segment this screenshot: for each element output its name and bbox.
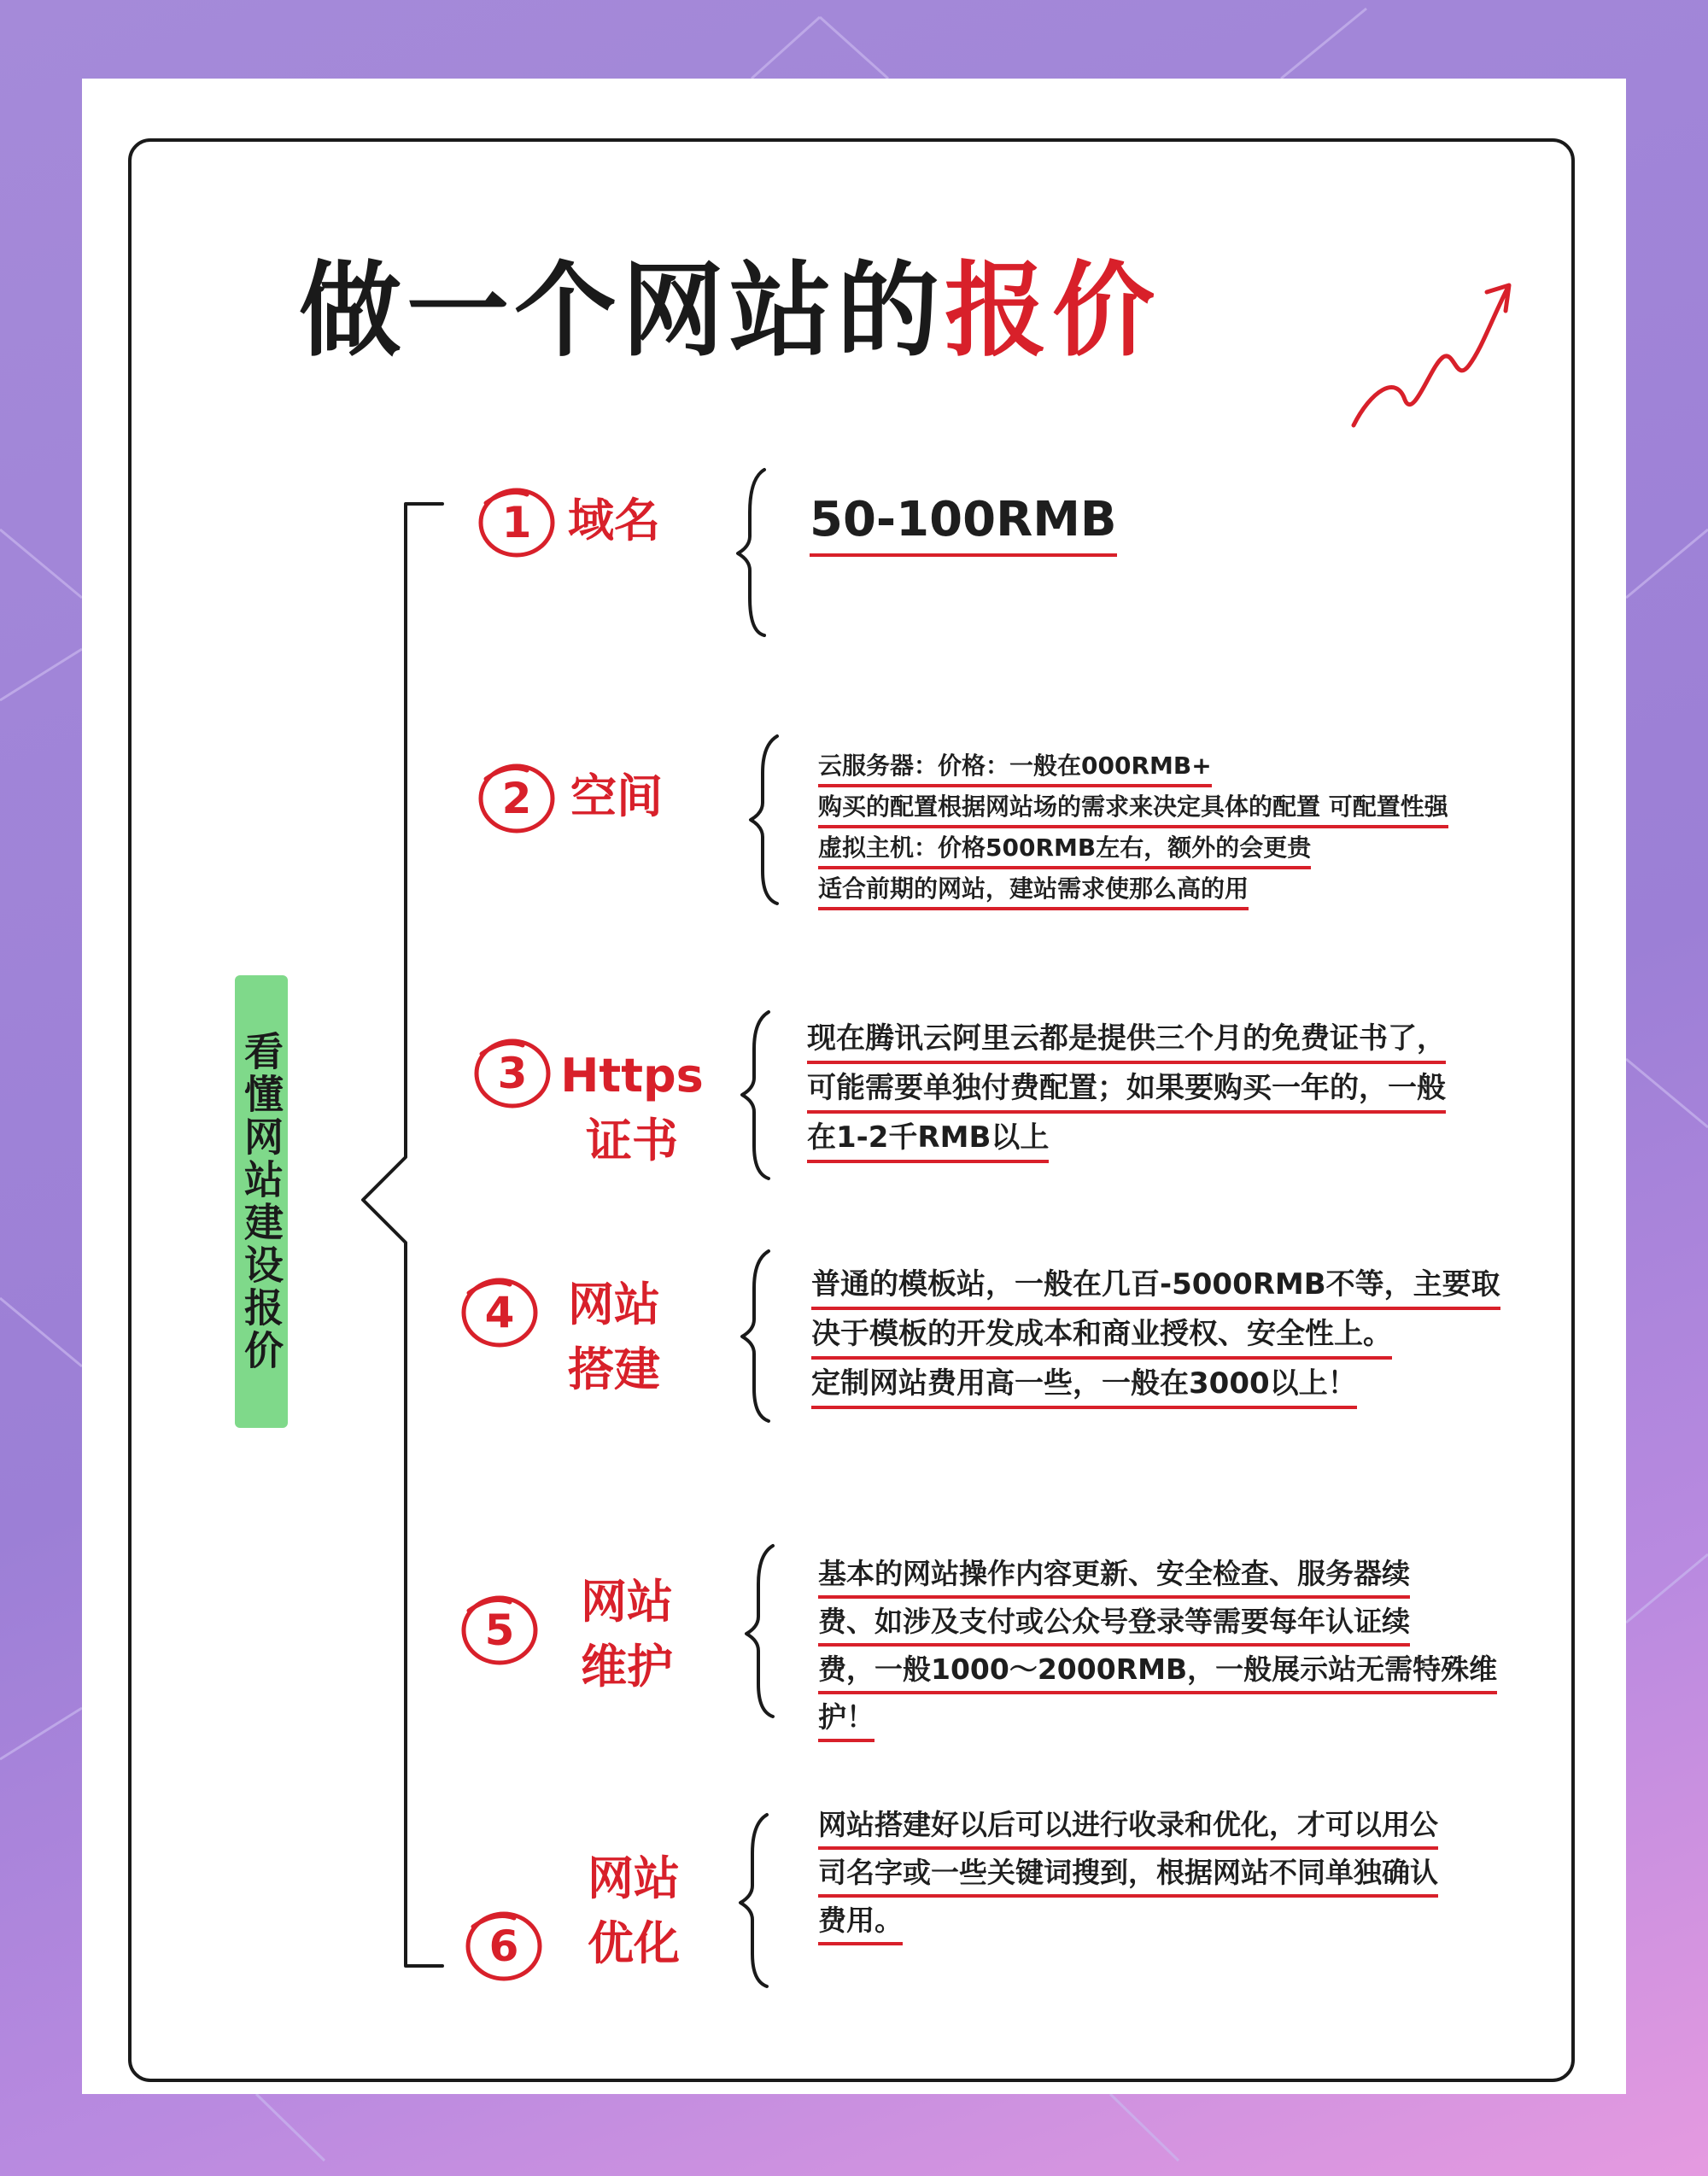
number-circle-3 — [470, 1033, 555, 1110]
desc-line: 护！ — [818, 1696, 874, 1742]
section-desc-maintenance — [818, 1553, 1497, 1744]
number-circle-4 — [457, 1272, 542, 1349]
trend-arrow-icon — [1345, 272, 1516, 434]
desc-line: 定制网站费用高一些，一般在3000以上！ — [811, 1361, 1357, 1409]
title-highlight: 报价 — [945, 252, 1160, 371]
section-label-line: 空间 — [570, 769, 663, 823]
desc-line: 虚拟主机：价格500RMB左右，额外的会更贵 — [818, 830, 1311, 869]
section-label-line: 网站 — [568, 1278, 660, 1331]
desc-line: 现在腾讯云阿里云都是提供三个月的免费证书了， — [807, 1016, 1446, 1064]
number-1: 1 — [501, 498, 532, 547]
side-label-badge — [235, 975, 288, 1428]
number-2: 2 — [501, 774, 532, 823]
section-desc-build — [811, 1262, 1500, 1411]
section-label-maintenance — [581, 1570, 673, 1699]
number-circle-1 — [474, 483, 559, 559]
desc-line: 普通的模板站，一般在几百-5000RMB不等，主要取 — [811, 1262, 1500, 1310]
desc-line: 决于模板的开发成本和商业授权、安全性上。 — [811, 1312, 1392, 1360]
title-main: 做一个网站的 — [299, 252, 945, 371]
desc-line: 云服务器：价格：一般在000RMB+ — [818, 748, 1212, 787]
section-label-line: 域名 — [568, 494, 660, 547]
number-circle-6 — [461, 1906, 547, 1983]
side-label-text: 看懂网站建设报价 — [238, 1031, 284, 1372]
section-desc-https — [807, 1016, 1446, 1165]
desc-line: 购买的配置根据网站场的需求来决定具体的配置 可配置性强 — [818, 789, 1448, 828]
number-5: 5 — [484, 1606, 515, 1655]
desc-line: 适合前期的网站，建站需求使那么高的用 — [818, 871, 1249, 910]
section-label-line: 维护 — [581, 1640, 673, 1693]
section-label-build — [568, 1272, 660, 1402]
desc-line: 50-100RMB — [810, 487, 1117, 557]
desc-line: 网站搭建好以后可以进行收录和优化，才可以用公 — [818, 1804, 1438, 1850]
section-label-line: 证书 — [586, 1114, 678, 1167]
section-desc-domain — [810, 487, 1117, 559]
section-label-space — [570, 764, 663, 829]
section-label-line: 优化 — [588, 1916, 680, 1970]
number-6: 6 — [488, 1922, 519, 1971]
desc-line: 基本的网站操作内容更新、安全检查、服务器续 — [818, 1553, 1410, 1599]
section-label-line: 网站 — [588, 1851, 680, 1905]
desc-line: 费，一般1000～2000RMB，一般展示站无需特殊维 — [818, 1648, 1497, 1694]
section-desc-seo — [818, 1804, 1438, 1947]
number-3: 3 — [497, 1049, 528, 1098]
section-label-line: 搭建 — [568, 1342, 660, 1396]
section-label-seo — [588, 1846, 680, 1976]
section-desc-space — [818, 748, 1448, 912]
section-label-domain — [568, 488, 660, 553]
section-label-line: 网站 — [581, 1575, 673, 1629]
section-label-https — [559, 1044, 705, 1173]
desc-line: 司名字或一些关键词搜到，根据网站不同单独确认 — [818, 1851, 1438, 1898]
number-4: 4 — [484, 1288, 515, 1337]
number-circle-2 — [474, 758, 559, 835]
desc-line: 费用。 — [818, 1899, 903, 1945]
section-label-line: Https — [560, 1049, 704, 1103]
desc-line: 在1-2千RMB以上 — [807, 1115, 1049, 1163]
desc-line: 费、如涉及支付或公众号登录等需要每年认证续 — [818, 1600, 1410, 1647]
page-title — [299, 243, 1409, 380]
desc-line: 可能需要单独付费配置；如果要购买一年的，一般 — [807, 1066, 1446, 1114]
number-circle-5 — [457, 1590, 542, 1667]
